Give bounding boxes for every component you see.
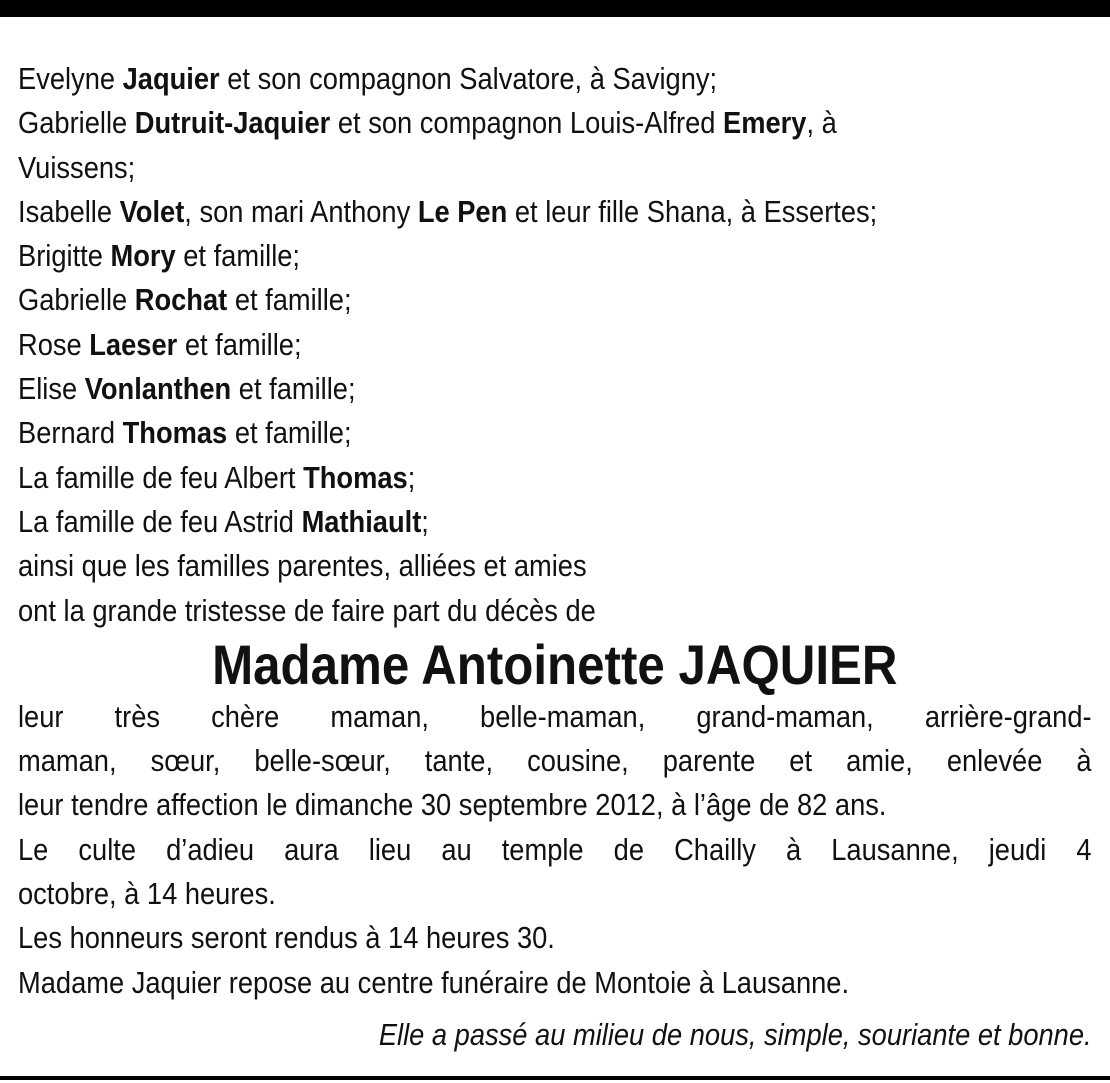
family-line bbox=[18, 101, 1092, 145]
family-line bbox=[18, 500, 1092, 544]
text: ont la grande tristesse de faire part du décès de bbox=[18, 592, 596, 628]
surname: Vonlanthen bbox=[84, 371, 232, 407]
body-line: leur très chère maman, belle-maman, grand-maman, arrière-grand- bbox=[18, 698, 1092, 734]
text: Brigitte bbox=[18, 238, 111, 274]
body-line: Madame Jaquier repose au centre funéraire de Montoie à Lausanne. bbox=[18, 964, 850, 1000]
text: et son compagnon Salvatore, à Savigny; bbox=[219, 61, 718, 96]
text: Vuissens; bbox=[18, 149, 136, 185]
bottom-border bbox=[0, 1076, 1110, 1080]
surname: Mory bbox=[110, 238, 176, 274]
surname: Emery bbox=[723, 105, 807, 141]
family-line bbox=[18, 57, 1092, 101]
family-line bbox=[18, 367, 1092, 411]
text: Bernard bbox=[18, 415, 123, 451]
deceased-name: Madame Antoinette JAQUIER bbox=[212, 632, 898, 696]
text: et famille; bbox=[227, 415, 352, 451]
surname: Dutruit-Jaquier bbox=[134, 105, 331, 141]
text: Evelyne bbox=[18, 61, 123, 96]
text: et leur fille Shana, à Essertes; bbox=[507, 193, 878, 229]
family-line bbox=[18, 323, 1092, 367]
family-line bbox=[18, 190, 1092, 234]
text: , à bbox=[806, 105, 837, 141]
obituary-notice bbox=[18, 57, 1092, 1059]
surname: Le Pen bbox=[417, 193, 508, 229]
text: et son compagnon Louis-Alfred bbox=[330, 105, 724, 141]
surname: Laeser bbox=[89, 326, 178, 362]
surname: Thomas bbox=[303, 459, 408, 495]
body-line: Le culte d’adieu aura lieu au temple de Chailly à Lausanne, jeudi 4 bbox=[18, 831, 1092, 867]
family-line bbox=[18, 456, 1092, 500]
text: ; bbox=[421, 503, 429, 539]
surname: Volet bbox=[119, 193, 185, 229]
text: La famille de feu Albert bbox=[18, 459, 304, 495]
text: Isabelle bbox=[18, 193, 120, 229]
body-line: leur tendre affection le dimanche 30 septembre 2012, à l’âge de 82 ans. bbox=[18, 787, 887, 823]
body-line: octobre, à 14 heures. bbox=[18, 876, 276, 912]
top-border bbox=[0, 0, 1110, 17]
body-line: maman, sœur, belle-sœur, tante, cousine, parente et amie, enlevée à bbox=[18, 743, 1092, 779]
closing-quote: Elle a passé au milieu de nous, simple, souriante et bonne. bbox=[378, 1016, 1092, 1052]
text: et famille; bbox=[175, 238, 301, 274]
family-line bbox=[18, 411, 1092, 455]
surname: Rochat bbox=[134, 282, 228, 318]
text: Gabrielle bbox=[18, 105, 135, 141]
text: ; bbox=[407, 459, 416, 495]
text: ainsi que les familles parentes, alliées et amies bbox=[18, 548, 587, 584]
family-line bbox=[18, 544, 1092, 588]
text: Gabrielle bbox=[18, 282, 135, 318]
family-line bbox=[18, 278, 1092, 322]
surname: Mathiault bbox=[301, 503, 422, 539]
body-line: Les honneurs seront rendus à 14 heures 30. bbox=[18, 920, 555, 956]
text: Elise bbox=[18, 371, 85, 407]
family-line bbox=[18, 589, 1092, 633]
text: , son mari Anthony bbox=[184, 193, 418, 229]
text: La famille de feu Astrid bbox=[18, 503, 302, 539]
family-line bbox=[18, 146, 1092, 190]
surname: Thomas bbox=[122, 415, 228, 451]
text: Rose bbox=[18, 326, 90, 362]
text: et famille; bbox=[227, 282, 352, 318]
surname: Jaquier bbox=[122, 61, 220, 96]
family-line bbox=[18, 234, 1092, 278]
text: et famille; bbox=[177, 326, 302, 362]
text: et famille; bbox=[231, 371, 356, 407]
